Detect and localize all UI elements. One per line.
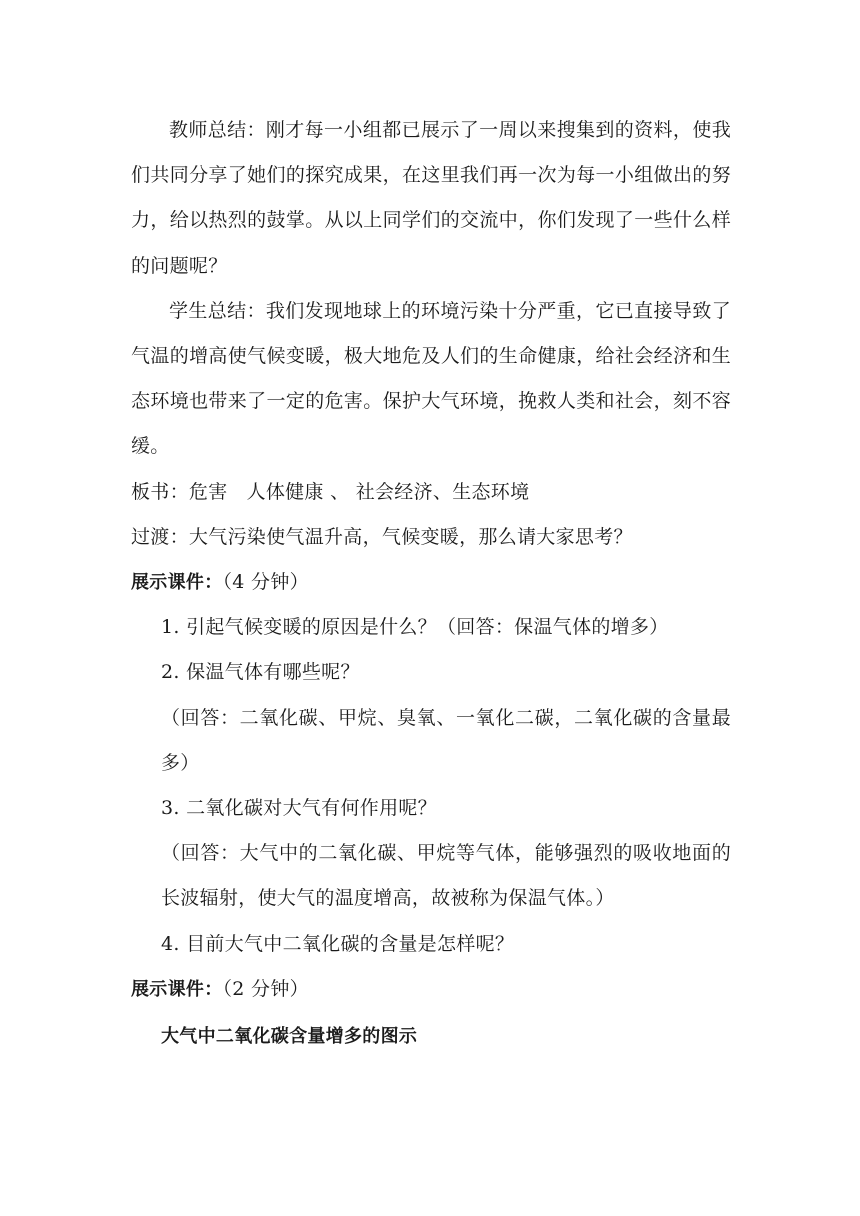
list-item-number: 1. [161, 616, 180, 639]
document-page [131, 108, 731, 1059]
list-item-text: 二氧化碳对大气有何作用呢？ [186, 797, 437, 820]
board-label: 板书： [131, 480, 189, 503]
section2-heading [131, 967, 731, 1012]
section1-label: 展示课件： [131, 572, 223, 594]
section2-duration: （2 分钟） [222, 977, 309, 1000]
answer-paragraph: （回答：大气中的二氧化碳、甲烷等气体，能够强烈的吸收地面的长波辐射，使大气的温度增高，故被称为保温气体。） [161, 842, 731, 910]
section1-heading [131, 560, 731, 605]
section1-duration: （4 分钟） [222, 571, 309, 594]
list-item [131, 922, 731, 967]
list-item-text: 目前大气中二氧化碳的含量是怎样呢？ [186, 932, 515, 955]
list-item-text: 引起气候变暖的原因是什么？（回答：保温气体的增多） [186, 616, 669, 639]
teacher-summary-paragraph: 教师总结：刚才每一小组都已展示了一周以来搜集到的资料，使我们共同分享了她们的探究成果，在这里我们再一次为每一小组做出的努力，给以热烈的鼓掌。从以上同学们的交流中，你们发现了一些什么样的问题呢？ [131, 119, 731, 277]
list-item [131, 786, 731, 831]
list-item-number: 2. [161, 661, 180, 684]
list-item-text: 保温气体有哪些呢？ [186, 661, 360, 684]
list-item-number: 3. [161, 797, 180, 820]
figure-caption: 大气中二氧化碳含量增多的图示 [161, 1026, 418, 1048]
list-item-number: 4. [161, 932, 180, 955]
student-summary-paragraph: 学生总结：我们发现地球上的环境污染十分严重，它已直接导致了气温的增高使气候变暖，极大地危及人们的生命健康，给社会经济和生态环境也带来了一定的危害。保护大气环境，挽救人类和社会，刻不容缓。 [131, 299, 731, 458]
transition-line: 过渡：大气污染使气温升高，气候变暖，那么请大家思考？ [131, 525, 633, 548]
answer-paragraph: （回答：二氧化碳、甲烷、臭氧、一氧化二碳，二氧化碳的含量最多） [161, 706, 731, 774]
list-item [131, 605, 731, 650]
section2-label: 展示课件： [131, 978, 223, 1000]
board-content: 危害 人体健康 、 社会经济、生态环境 [188, 480, 530, 503]
board-notes-line [131, 470, 731, 515]
list-item [131, 650, 731, 695]
